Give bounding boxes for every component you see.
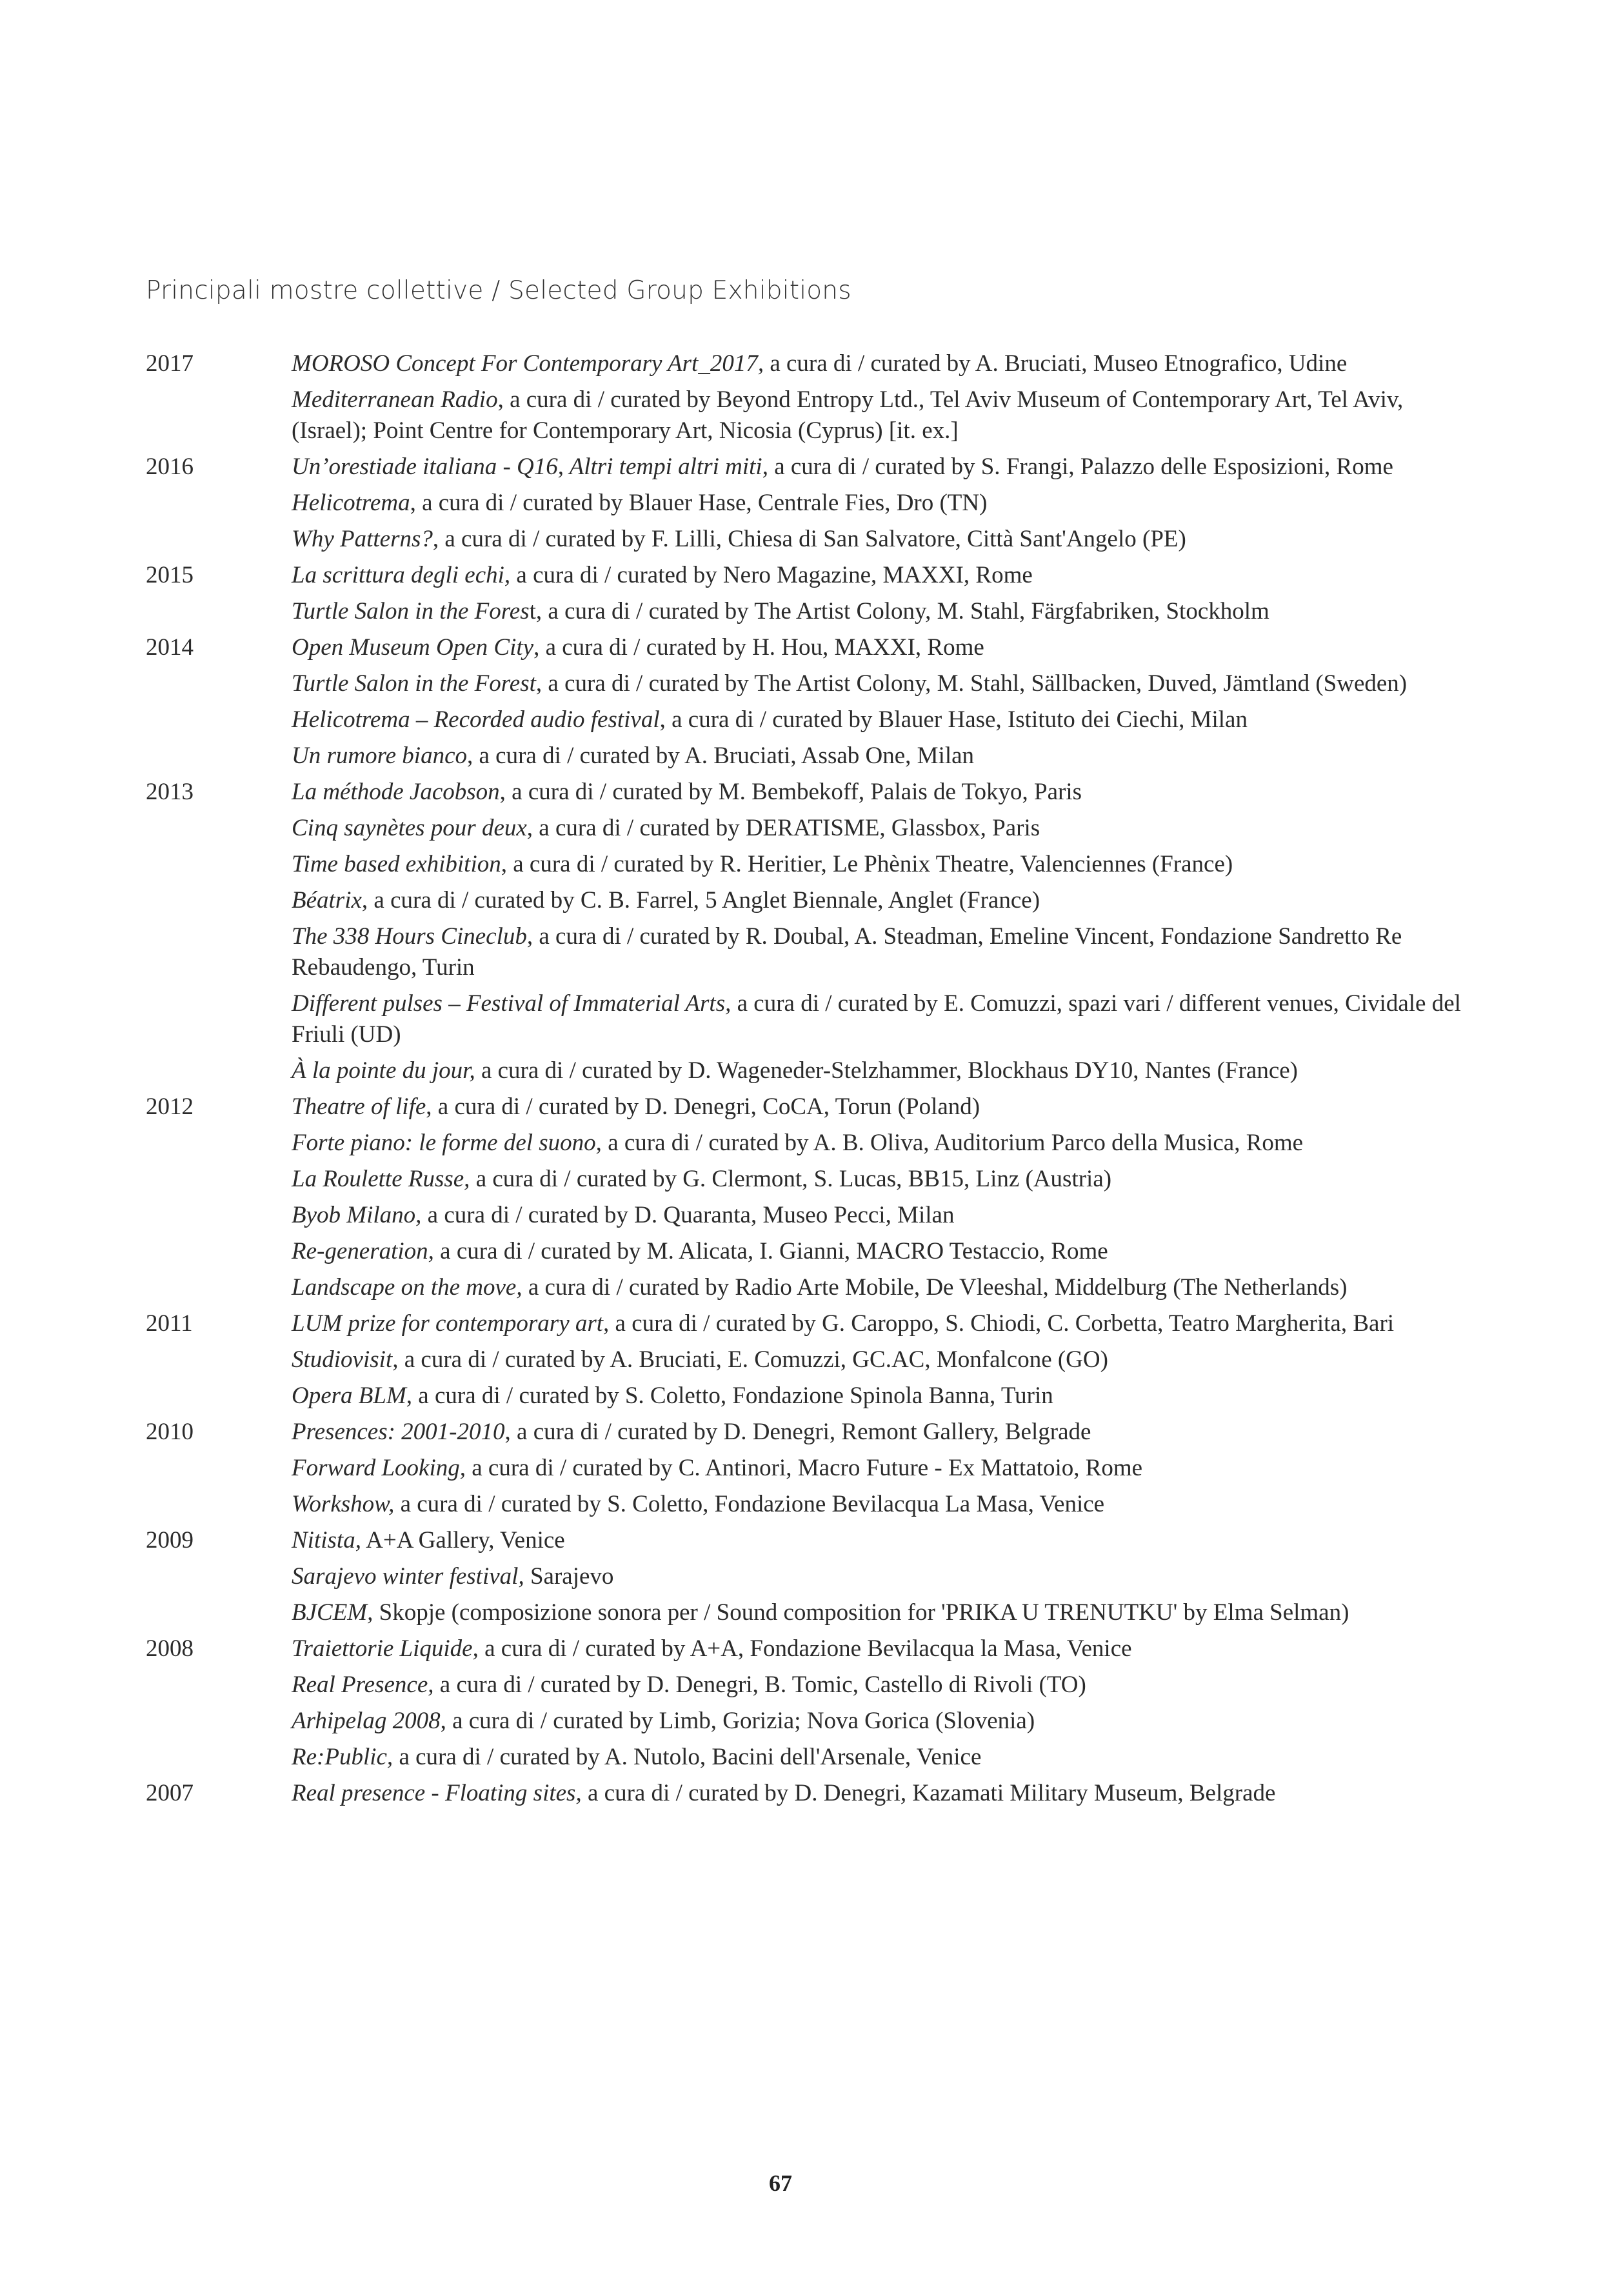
- exhibition-title: The 338 Hours Cineclub: [292, 923, 527, 950]
- entry-year: [146, 1670, 292, 1701]
- exhibition-entry: [146, 1453, 1475, 1484]
- entry-description: [292, 632, 1475, 663]
- entry-description: [292, 777, 1475, 808]
- exhibition-entry: [146, 348, 1475, 379]
- exhibition-title: La Roulette Russe,: [292, 1166, 470, 1192]
- exhibition-entry: [146, 1200, 1475, 1231]
- exhibition-entry: [146, 813, 1475, 844]
- exhibition-title: Studiovisit,: [292, 1346, 399, 1373]
- exhibition-details: a cura di / curated by G. Clermont, S. Lucas, BB15, Linz (Austria): [470, 1166, 1112, 1192]
- exhibition-entry: [146, 1561, 1475, 1592]
- exhibition-details: a cura di / curated by A. Nutolo, Bacini dell'Arsenale, Venice: [393, 1744, 982, 1770]
- exhibition-entry: [146, 885, 1475, 916]
- exhibition-entry: [146, 1706, 1475, 1737]
- exhibition-details: a cura di / curated by D. Denegri, Kazamati Military Museum, Belgrade: [581, 1780, 1276, 1806]
- entry-description: [292, 849, 1475, 880]
- exhibition-title: Traiettorie Liquide,: [292, 1635, 479, 1662]
- exhibition-entry: [146, 488, 1475, 519]
- entry-year: [146, 384, 292, 446]
- exhibition-entry: [146, 524, 1475, 555]
- entry-year: [146, 668, 292, 699]
- entry-description: [292, 988, 1475, 1050]
- entry-year: [146, 1381, 292, 1412]
- exhibition-details: , a cura di / curated by Blauer Hase, Istituto dei Ciechi, Milan: [659, 706, 1248, 733]
- exhibition-title: Open Museum Open City: [292, 634, 534, 661]
- entry-year: [146, 741, 292, 772]
- entry-description: [292, 1344, 1475, 1375]
- exhibition-entry: [146, 1055, 1475, 1086]
- exhibition-entry: [146, 1778, 1475, 1809]
- exhibition-title: La scrittura degli echi,: [292, 562, 511, 588]
- exhibition-details: , a cura di / curated by A. Bruciati, Assab One, Milan: [467, 743, 975, 769]
- entry-year: [146, 921, 292, 983]
- entry-description: [292, 1706, 1475, 1737]
- exhibition-entry: [146, 849, 1475, 880]
- exhibition-entry: [146, 1633, 1475, 1664]
- exhibition-title: Nitista,: [292, 1527, 361, 1553]
- exhibition-details: a cura di / curated by Nero Magazine, MAXXI, Rome: [510, 562, 1033, 588]
- entry-year: [146, 488, 292, 519]
- exhibition-title: Re-generation,: [292, 1238, 434, 1264]
- exhibition-entry: [146, 1489, 1475, 1520]
- exhibition-entry: [146, 384, 1475, 446]
- entry-description: [292, 668, 1475, 699]
- entry-description: [292, 741, 1475, 772]
- entry-year: [146, 1344, 292, 1375]
- exhibition-details: , a cura di / curated by R. Doubal, A. Steadman, Emeline Vincent, Fondazione Sandretto Re Rebaudengo, Turin: [292, 923, 1402, 981]
- entry-description: [292, 1489, 1475, 1520]
- entry-year: [146, 813, 292, 844]
- exhibition-title: Time based exhibition: [292, 851, 501, 877]
- exhibition-details: a cura di / curated by S. Frangi, Palazzo delle Esposizioni, Rome: [768, 454, 1393, 480]
- exhibition-details: a cura di / curated by A. Bruciati, Museo Etnografico, Udine: [764, 350, 1348, 377]
- exhibition-title: Helicotrema: [292, 490, 410, 516]
- entry-description: [292, 1670, 1475, 1701]
- exhibition-entry: [146, 1742, 1475, 1773]
- exhibition-details: , a cura di / curated by DERATISME, Glassbox, Paris: [526, 815, 1040, 841]
- entry-year: [146, 1236, 292, 1267]
- entry-description: [292, 596, 1475, 627]
- exhibition-entry: [146, 1128, 1475, 1159]
- entry-description: [292, 1128, 1475, 1159]
- exhibition-title: Forte piano: le forme del suono,: [292, 1130, 602, 1156]
- entry-year: 2009: [146, 1527, 194, 1553]
- exhibition-title: BJCEM,: [292, 1599, 373, 1626]
- exhibition-title: Real Presence,: [292, 1672, 434, 1698]
- entry-description: [292, 1272, 1475, 1303]
- exhibition-entry: [146, 452, 1475, 483]
- entry-year: [146, 1706, 292, 1737]
- exhibition-entry: [146, 1308, 1475, 1339]
- entry-year: [146, 524, 292, 555]
- entry-year: [146, 704, 292, 735]
- exhibition-details: , a cura di / curated by F. Lilli, Chiesa di San Salvatore, Città Sant'Angelo (PE): [432, 526, 1186, 552]
- exhibition-title: MOROSO Concept For Contemporary Art_2017,: [292, 350, 764, 377]
- entry-year: [146, 1200, 292, 1231]
- entry-year: [146, 596, 292, 627]
- entry-year: 2008: [146, 1635, 194, 1662]
- exhibition-details: a cura di / curated by D. Denegri, B. Tomic, Castello di Rivoli (TO): [433, 1672, 1086, 1698]
- exhibition-details: Skopje (composizione sonora per / Sound composition for 'PRIKA U TRENUTKU' by Elma Selman): [373, 1599, 1349, 1626]
- entry-description: [292, 1633, 1475, 1664]
- entry-year: [146, 1489, 292, 1520]
- exhibition-title: LUM prize for contemporary art,: [292, 1310, 610, 1337]
- exhibition-entry: [146, 988, 1475, 1050]
- entry-description: [292, 384, 1475, 446]
- entry-description: [292, 1597, 1475, 1628]
- exhibition-title: Byob Milano,: [292, 1202, 422, 1228]
- exhibition-title: Theatre of life: [292, 1093, 426, 1120]
- exhibition-entry: [146, 1236, 1475, 1267]
- entry-year: [146, 1272, 292, 1303]
- entry-year: [146, 1597, 292, 1628]
- exhibition-details: , a cura di / curated by H. Hou, MAXXI, Rome: [533, 634, 984, 661]
- exhibition-details: , a cura di / curated by Beyond Entropy Ltd., Tel Aviv Museum of Contemporary Art, Tel Aviv, (Israel); Point Centre for Contemporary Art, Nicosia (Cyprus) [it. ex.]: [292, 386, 1404, 444]
- exhibition-entry: [146, 1417, 1475, 1448]
- exhibition-title: Béatrix: [292, 887, 362, 913]
- exhibition-details: , a cura di / curated by D. Denegri, Remont Gallery, Belgrade: [504, 1419, 1091, 1445]
- exhibition-entry: [146, 596, 1475, 627]
- exhibition-title: Turtle Salon in the Forest: [292, 670, 536, 697]
- entry-description: [292, 452, 1475, 483]
- exhibition-entry: [146, 632, 1475, 663]
- entry-description: [292, 704, 1475, 735]
- exhibition-title: Re:Public,: [292, 1744, 393, 1770]
- entry-description: [292, 1308, 1475, 1339]
- exhibition-title: Forward Looking,: [292, 1455, 466, 1481]
- exhibition-details: , a cura di / curated by D. Denegri, CoCA, Torun (Poland): [426, 1093, 980, 1120]
- entry-description: [292, 1236, 1475, 1267]
- entry-year: [146, 1453, 292, 1484]
- exhibition-details: Sarajevo: [524, 1563, 614, 1590]
- entry-year: 2017: [146, 350, 194, 377]
- entry-description: [292, 1778, 1475, 1809]
- exhibition-title: Cinq saynètes pour deux: [292, 815, 527, 841]
- exhibition-title: Arhipelag 2008: [292, 1708, 441, 1734]
- exhibition-entry: [146, 1597, 1475, 1628]
- exhibition-entry: [146, 1344, 1475, 1375]
- entry-description: [292, 1381, 1475, 1412]
- entry-description: [292, 1164, 1475, 1195]
- exhibition-entry: [146, 1381, 1475, 1412]
- exhibition-details: , a cura di / curated by Blauer Hase, Centrale Fies, Dro (TN): [410, 490, 988, 516]
- exhibition-entry: [146, 1272, 1475, 1303]
- exhibition-title: Opera BLM,: [292, 1383, 413, 1409]
- exhibition-list: [146, 348, 1475, 1814]
- entry-year: [146, 849, 292, 880]
- entry-year: 2014: [146, 634, 194, 661]
- entry-year: [146, 1561, 292, 1592]
- entry-year: [146, 988, 292, 1050]
- exhibition-title: Turtle Salon in the Fores: [292, 598, 530, 624]
- exhibition-title: Why Patterns?: [292, 526, 433, 552]
- exhibition-details: a cura di / curated by Radio Arte Mobile, De Vleeshal, Middelburg (The Netherlands): [522, 1274, 1348, 1301]
- exhibition-title: Different pulses – Festival of Immaterial Arts,: [292, 990, 731, 1017]
- entry-year: [146, 1128, 292, 1159]
- entry-description: [292, 488, 1475, 519]
- entry-description: [292, 1742, 1475, 1773]
- entry-description: [292, 1453, 1475, 1484]
- exhibition-entry: [146, 1525, 1475, 1556]
- entry-description: [292, 1417, 1475, 1448]
- entry-description: [292, 1055, 1475, 1086]
- exhibition-details: a cura di / curated by S. Coletto, Fondazione Spinola Banna, Turin: [412, 1383, 1053, 1409]
- entry-year: [146, 885, 292, 916]
- entry-year: [146, 1055, 292, 1086]
- entry-description: [292, 1561, 1475, 1592]
- entry-year: [146, 1164, 292, 1195]
- exhibition-details: a cura di / curated by A. B. Oliva, Auditorium Parco della Musica, Rome: [601, 1130, 1304, 1156]
- exhibition-details: a cura di / curated by D. Quaranta, Museo Pecci, Milan: [421, 1202, 955, 1228]
- entry-description: [292, 348, 1475, 379]
- entry-year: 2016: [146, 454, 194, 480]
- entry-description: [292, 813, 1475, 844]
- exhibition-title: Workshow,: [292, 1491, 395, 1517]
- exhibition-title: Sarajevo winter festival,: [292, 1563, 524, 1590]
- exhibition-title: Mediterranean Radio: [292, 386, 498, 413]
- exhibition-title: Landscape on the move,: [292, 1274, 522, 1301]
- exhibition-title: À la pointe du jour,: [292, 1057, 475, 1084]
- exhibition-details: a cura di / curated by G. Caroppo, S. Chiodi, C. Corbetta, Teatro Margherita, Bari: [609, 1310, 1395, 1337]
- exhibition-entry: [146, 668, 1475, 699]
- entry-year: 2012: [146, 1093, 194, 1120]
- exhibition-title: La méthode Jacobson: [292, 779, 500, 805]
- exhibition-entry: [146, 1092, 1475, 1123]
- exhibition-entry: [146, 777, 1475, 808]
- entry-description: [292, 921, 1475, 983]
- exhibition-title: Un’orestiade italiana - Q16, Altri tempi altri miti,: [292, 454, 768, 480]
- exhibition-details: , a cura di / curated by C. B. Farrel, 5 Anglet Biennale, Anglet (France): [361, 887, 1040, 913]
- exhibition-title: Un rumore bianco: [292, 743, 467, 769]
- exhibition-entry: [146, 1164, 1475, 1195]
- exhibition-details: t, a cura di / curated by The Artist Colony, M. Stahl, Färgfabriken, Stockholm: [529, 598, 1269, 624]
- exhibition-entry: [146, 1670, 1475, 1701]
- exhibition-details: , a cura di / curated by The Artist Colony, M. Stahl, Sällbacken, Duved, Jämtland (Sweden): [535, 670, 1408, 697]
- entry-year: 2010: [146, 1419, 194, 1445]
- entry-description: [292, 560, 1475, 591]
- exhibition-details: a cura di / curated by C. Antinori, Macro Future - Ex Mattatoio, Rome: [465, 1455, 1143, 1481]
- exhibition-details: a cura di / curated by S. Coletto, Fondazione Bevilacqua La Masa, Venice: [394, 1491, 1105, 1517]
- entry-year: [146, 1742, 292, 1773]
- exhibition-details: A+A Gallery, Venice: [361, 1527, 565, 1553]
- entry-description: [292, 1092, 1475, 1123]
- entry-year: 2007: [146, 1780, 194, 1806]
- entry-year: 2013: [146, 779, 194, 805]
- exhibition-entry: [146, 560, 1475, 591]
- exhibition-details: a cura di / curated by M. Alicata, I. Gianni, MACRO Testaccio, Rome: [433, 1238, 1108, 1264]
- exhibition-details: , a cura di / curated by Limb, Gorizia; Nova Gorica (Slovenia): [440, 1708, 1035, 1734]
- entry-year: 2015: [146, 562, 194, 588]
- exhibition-details: , a cura di / curated by M. Bembekoff, Palais de Tokyo, Paris: [499, 779, 1082, 805]
- entry-description: [292, 524, 1475, 555]
- exhibition-title: Real presence - Floating sites,: [292, 1780, 582, 1806]
- exhibition-details: , a cura di / curated by R. Heritier, Le Phènix Theatre, Valenciennes (France): [501, 851, 1233, 877]
- exhibition-entry: [146, 741, 1475, 772]
- exhibition-title: Helicotrema – Recorded audio festival: [292, 706, 660, 733]
- exhibition-details: a cura di / curated by E. Comuzzi, spazi vari / different venues, Cividale del Friuli (UD): [292, 990, 1461, 1048]
- exhibition-entry: [146, 921, 1475, 983]
- exhibition-details: a cura di / curated by A+A, Fondazione Bevilacqua la Masa, Venice: [478, 1635, 1132, 1662]
- entry-description: [292, 1200, 1475, 1231]
- section-heading: Principali mostre collettive / Selected Group Exhibitions: [146, 276, 851, 305]
- exhibition-details: a cura di / curated by D. Wageneder-Stelzhammer, Blockhaus DY10, Nantes (France): [475, 1057, 1298, 1084]
- entry-description: [292, 885, 1475, 916]
- exhibition-entry: [146, 704, 1475, 735]
- entry-description: [292, 1525, 1475, 1556]
- exhibition-details: a cura di / curated by A. Bruciati, E. Comuzzi, GC.AC, Monfalcone (GO): [398, 1346, 1108, 1373]
- exhibition-title: Presences: 2001-2010: [292, 1419, 505, 1445]
- page-number: 67: [769, 2170, 792, 2196]
- entry-year: 2011: [146, 1310, 193, 1337]
